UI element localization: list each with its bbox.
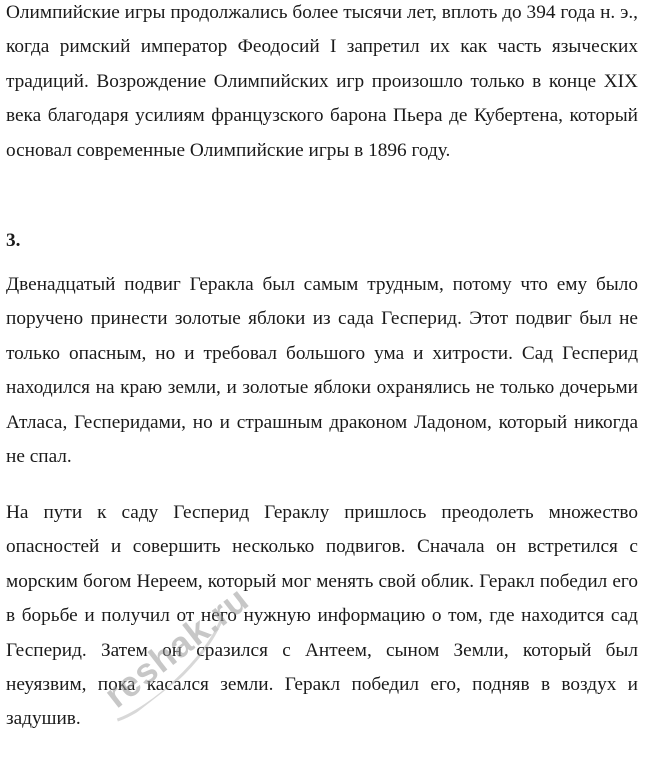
paragraph-twelfth-labor: Двенадцатый подвиг Геракла был самым трудным, потому что ему было поручено принести золотые яблоки из сада Гесперид. Этот подвиг был не только опасным, но и требовал большого ума и хитрости. Сад Гесперид находился на краю земли, и золотые яблоки охранялись не только дочерьми Атласа, Гесперидами, но и страшным драконом Ладоном, который никогда не спал. xyxy=(6,274,638,468)
paragraph-olympics-history: Олимпийские игры продолжались более тысячи лет, вплоть до 394 года н. э., когда римский император Феодосий I запретил их как часть языческих традиций. Возрождение Олимпийских игр произошло только в конце XIX века благодаря усилиям французского барона Пьера де Кубертена, который основал современные Олимпийские игры в 1896 году. xyxy=(6,2,638,161)
section-number: 3. xyxy=(6,230,21,251)
watermark-text: reshak.ru xyxy=(96,577,257,716)
paragraph-journey-to-garden: На пути к саду Гесперид Гераклу пришлось преодолеть множество опасностей и совершить несколько подвигов. Сначала он встретился с морским богом Нереем, который мог менять свой облик. Геракл победил его в борьбе и получил от него нужную информацию о том, где находится сад Гесперид. Затем он сразился с Антеем, сыном Земли, который был неуязвим, пока касался земли. Геракл победил его, подняв в воздух и задушив. xyxy=(6,502,638,730)
